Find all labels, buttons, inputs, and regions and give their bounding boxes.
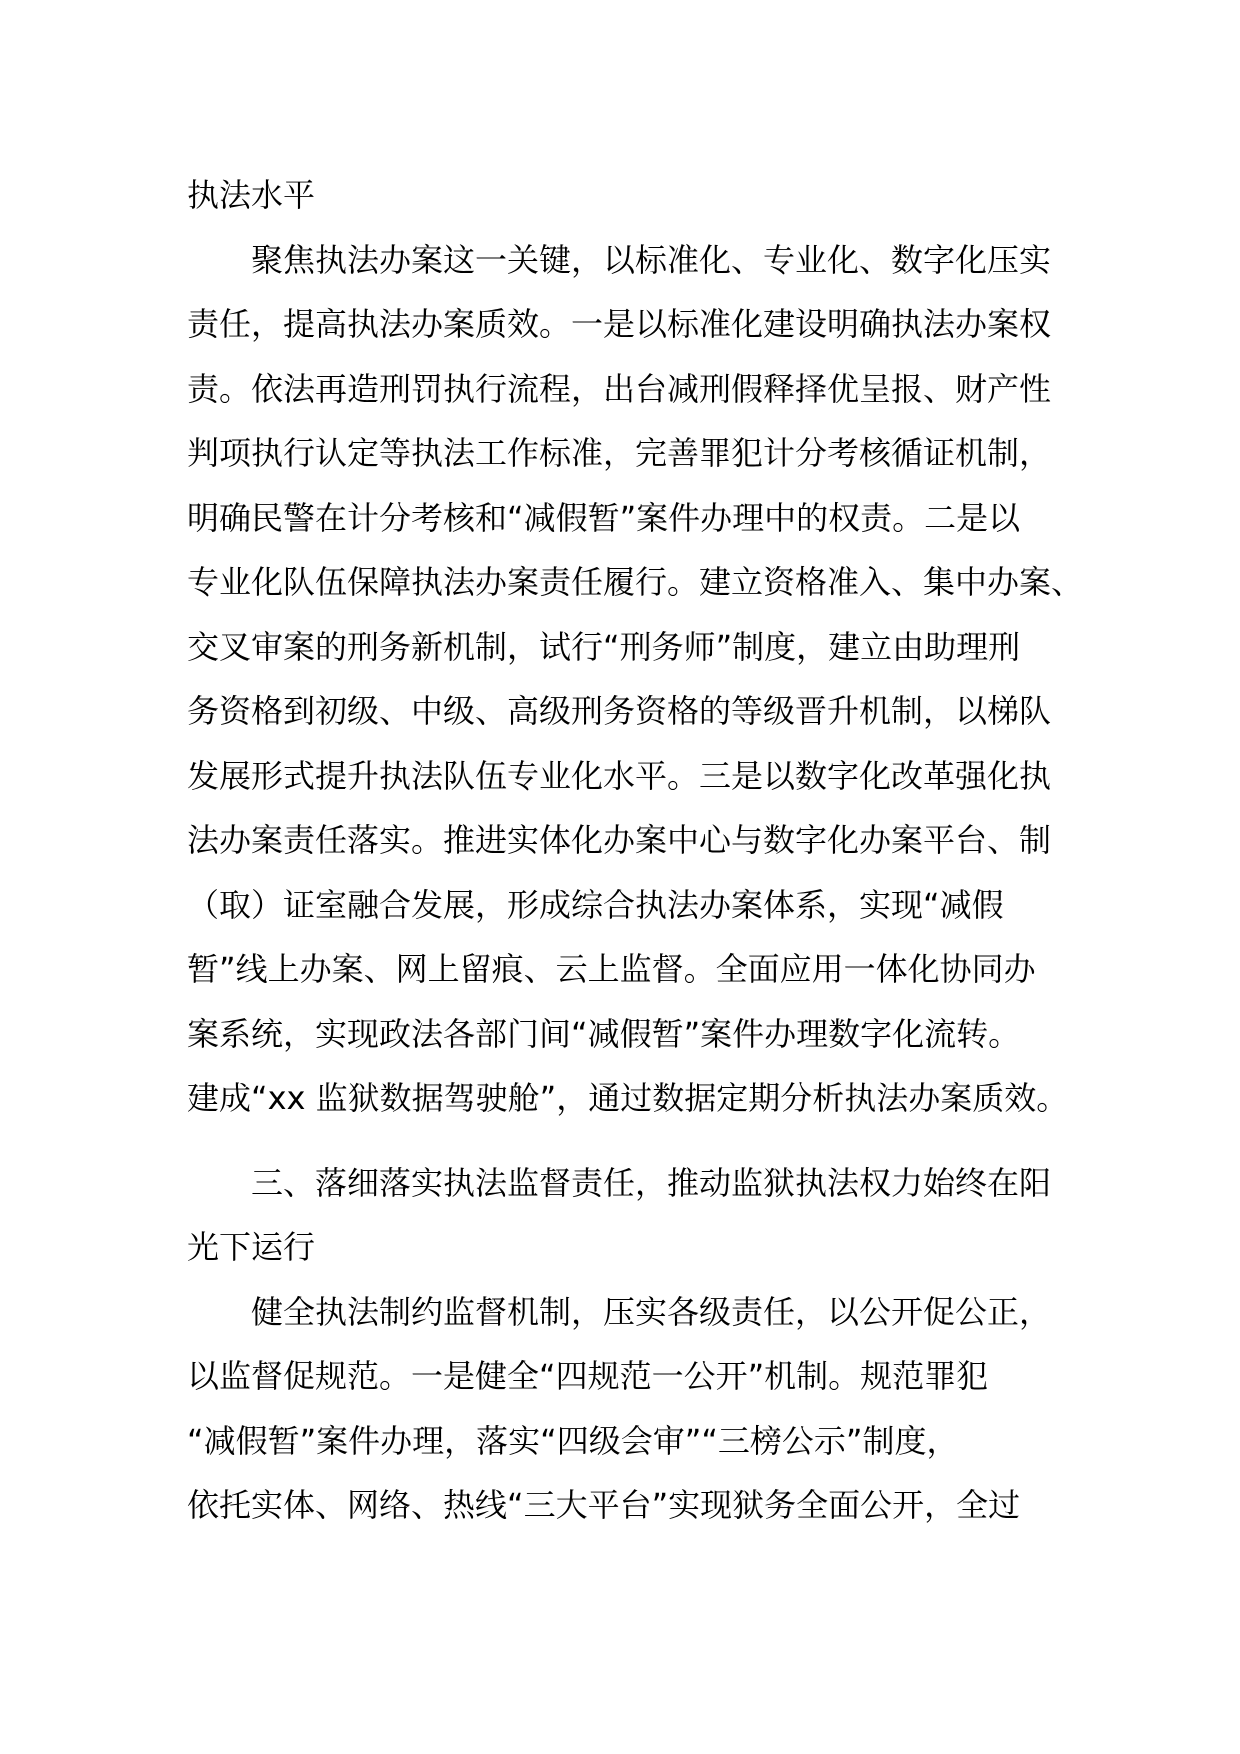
paragraph-line: 以监督促规范。一是健全“四规范一公开”机制。规范罪犯 [187, 1357, 989, 1395]
paragraph-line: 判项执行认定等执法工作标准，完善罪犯计分考核循证机制， [187, 434, 1052, 472]
paragraph-line: 聚焦执法办案这一关键，以标准化、专业化、数字化压实 [251, 240, 1052, 279]
heading-line: 三、落细落实执法监督责任，推动监狱执法权力始终在阳 [251, 1163, 1052, 1202]
paragraph-line: 交叉审案的刑务新机制，试行“刑务师”制度，建立由助理刑 [187, 627, 1021, 666]
paragraph-line: 责任，提高执法办案质效。一是以标准化建设明确执法办案权 [187, 305, 1052, 343]
heading-line: 光下运行 [187, 1228, 316, 1266]
section-heading-continued [187, 163, 1067, 228]
paragraph-line: 发展形式提升执法队伍专业化水平。三是以数字化改革强化执 [187, 756, 1052, 795]
paragraph-line: 法办案责任落实。推进实体化办案中心与数字化办案平台、制 [187, 821, 1052, 859]
paragraph-line: 健全执法制约监督机制，压实各级责任，以公开促公正， [251, 1292, 1052, 1331]
paragraph-line: 案系统，实现政法各部门间“减假暂”案件办理数字化流转。 [187, 1014, 1021, 1053]
paragraph-1 [187, 228, 1084, 1131]
page-body [187, 163, 1084, 1538]
section-heading-3 [187, 1151, 1067, 1280]
paragraph-2 [187, 1280, 1067, 1538]
paragraph-line: 责。依法再造刑罚执行流程，出台减刑假释择优呈报、财产性 [187, 369, 1052, 408]
paragraph-line: 务资格到初级、中级、高级刑务资格的等级晋升机制，以梯队 [187, 692, 1052, 730]
paragraph-line: （取）证室融合发展，形成综合执法办案体系，实现“减假 [187, 885, 1004, 924]
paragraph-line: 专业化队伍保障执法办案责任履行。建立资格准入、集中办案、 [187, 563, 1084, 601]
paragraph-line: “减假暂”案件办理，落实“四级会审”“三榜公示”制度， [187, 1421, 959, 1460]
paragraph-line: 建成“xx 监狱数据驾驶舱”，通过数据定期分析执法办案质效。 [187, 1079, 1069, 1117]
paragraph-line: 暂”线上办案、网上留痕、云上监督。全面应用一体化协同办 [187, 950, 1036, 988]
paragraph-line: 明确民警在计分考核和“减假暂”案件办理中的权责。二是以 [187, 498, 1021, 537]
paragraph-line: 依托实体、网络、热线“三大平台”实现狱务全面公开，全过 [187, 1486, 1021, 1524]
heading-line: 执法水平 [187, 176, 316, 214]
